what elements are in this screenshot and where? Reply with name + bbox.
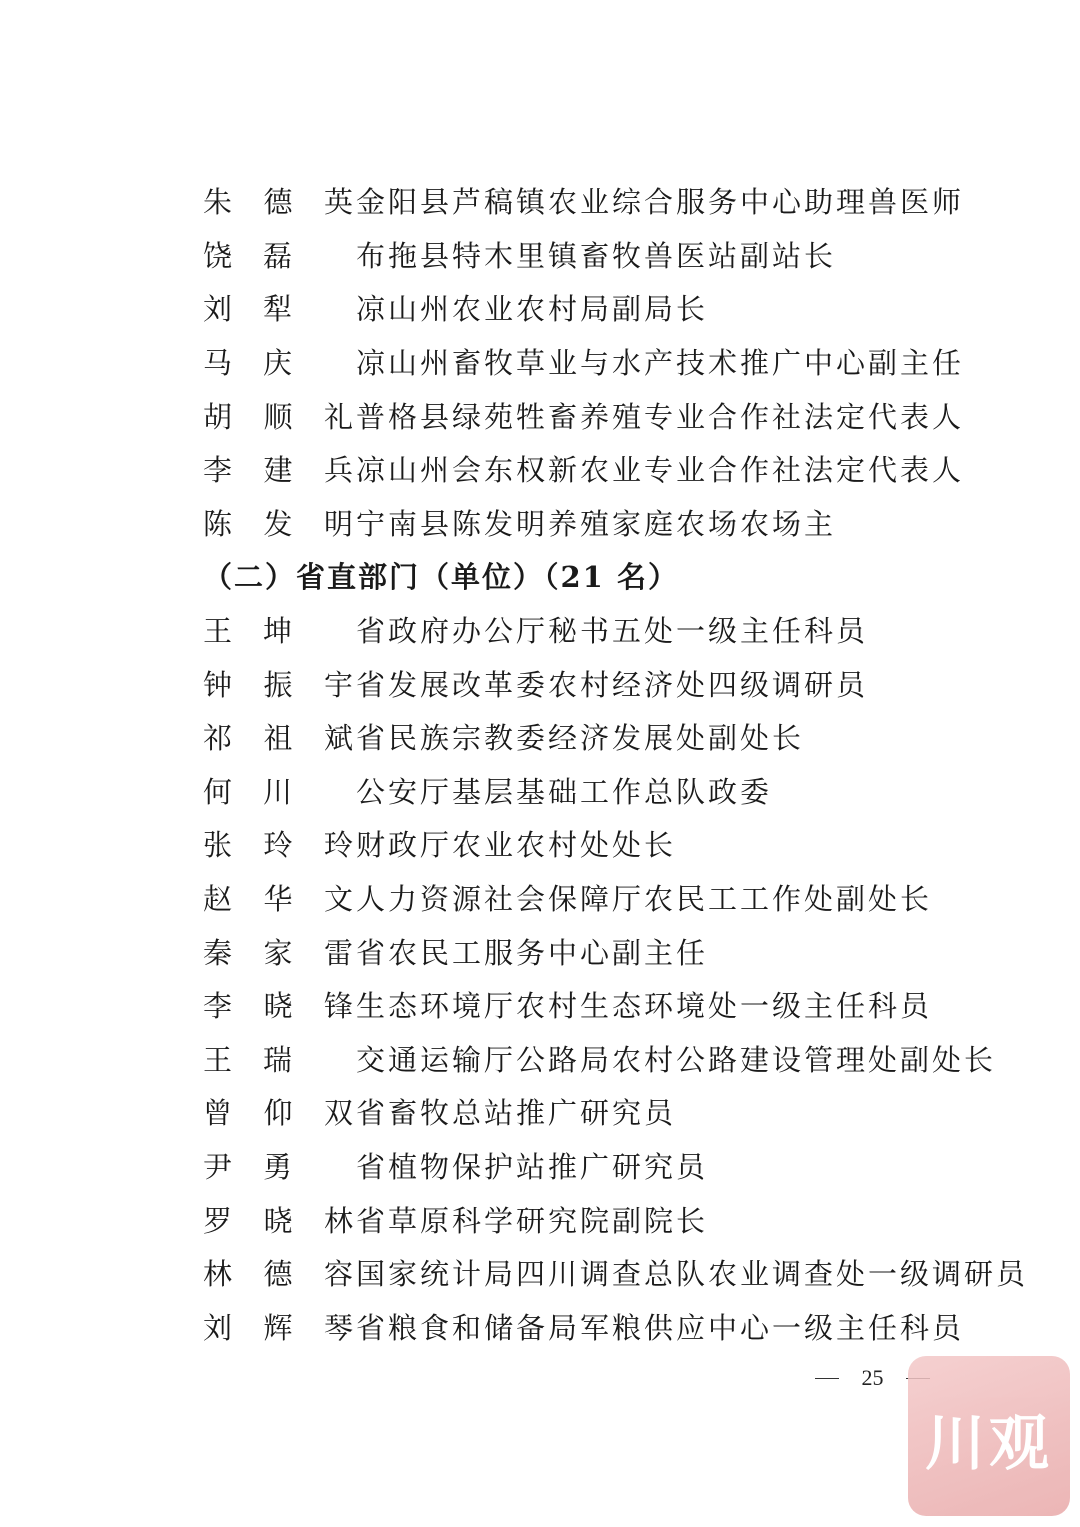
name-char: 辉 xyxy=(263,1310,296,1345)
person-name xyxy=(203,823,356,864)
person-name xyxy=(203,877,356,918)
person-title: 省发展改革委农村经济处四级调研员 xyxy=(356,667,869,702)
name-char: 罗 xyxy=(203,1203,236,1238)
person-title: 凉山州会东权新农业专业合作社法定代表人 xyxy=(356,453,965,488)
name-char: 犁 xyxy=(262,292,295,327)
list-item xyxy=(203,1139,963,1193)
name-char: 李 xyxy=(203,453,236,488)
personnel-list xyxy=(203,174,1029,1353)
list-item xyxy=(203,388,963,442)
name-char: 曾 xyxy=(203,1096,236,1131)
name-char: 王 xyxy=(203,614,236,649)
name-char: 祁 xyxy=(203,721,236,756)
name-char: 礼 xyxy=(323,399,356,434)
list-item xyxy=(203,978,963,1032)
person-title: 交通运输厅公路局农村公路建设管理处副处长 xyxy=(356,1042,997,1077)
name-char: 建 xyxy=(263,453,296,488)
person-name xyxy=(203,1252,356,1293)
name-char: 琴 xyxy=(323,1310,356,1345)
name-char: 发 xyxy=(263,506,296,541)
list-item xyxy=(203,656,963,710)
name-char: 李 xyxy=(203,989,236,1024)
watermark-logo xyxy=(908,1356,1070,1516)
name-char: 刘 xyxy=(203,1310,236,1345)
name-char: 斌 xyxy=(323,721,356,756)
name-char: 双 xyxy=(323,1096,356,1131)
name-char: 兵 xyxy=(323,453,356,488)
page-number-dash-left xyxy=(815,1378,839,1379)
name-char: 朱 xyxy=(203,185,236,220)
name-char: 顺 xyxy=(263,399,296,434)
person-name xyxy=(203,770,295,811)
person-name xyxy=(203,663,356,704)
person-title: 省农民工服务中心副主任 xyxy=(356,935,709,970)
name-char: 胡 xyxy=(203,399,236,434)
person-title: 省政府办公厅秘书五处一级主任科员 xyxy=(356,614,869,649)
list-item xyxy=(203,1085,963,1139)
name-char: 何 xyxy=(203,774,236,809)
name-char: 文 xyxy=(323,882,356,917)
watermark-text: 川观 xyxy=(925,1409,1053,1479)
name-char: 庆 xyxy=(262,346,295,381)
page-number-text: 25 xyxy=(861,1365,884,1390)
name-char: 林 xyxy=(203,1257,236,1292)
name-char: 雷 xyxy=(323,935,356,970)
name-char: 勇 xyxy=(262,1149,295,1184)
person-title: 公安厅基层基础工作总队政委 xyxy=(356,774,773,809)
list-item xyxy=(203,496,963,550)
person-title: 省植物保护站推广研究员 xyxy=(356,1149,709,1184)
person-name xyxy=(203,502,356,543)
name-char: 瑞 xyxy=(262,1042,295,1077)
name-char: 王 xyxy=(203,1042,236,1077)
name-char: 晓 xyxy=(263,989,296,1024)
name-char: 饶 xyxy=(203,238,236,273)
person-name xyxy=(203,448,356,489)
person-name xyxy=(203,716,356,757)
name-char: 仰 xyxy=(263,1096,296,1131)
list-item xyxy=(203,817,963,871)
list-item xyxy=(203,1192,963,1246)
person-title: 省民族宗教委经济发展处副处长 xyxy=(356,721,805,756)
person-title: 生态环境厅农村生态环境处一级主任科员 xyxy=(356,989,933,1024)
name-char: 宇 xyxy=(323,667,356,702)
name-char: 尹 xyxy=(203,1149,236,1184)
person-name xyxy=(203,1038,295,1079)
name-char: 祖 xyxy=(263,721,296,756)
person-title: 财政厅农业农村处处长 xyxy=(356,828,677,863)
person-title: 布拖县特木里镇畜牧兽医站副站长 xyxy=(356,238,837,273)
list-item xyxy=(203,603,963,657)
person-name xyxy=(203,234,295,275)
person-title: 宁南县陈发明养殖家庭农场农场主 xyxy=(356,506,837,541)
list-item xyxy=(203,335,963,389)
list-item xyxy=(203,1032,997,1086)
person-name xyxy=(203,341,295,382)
name-char: 家 xyxy=(263,935,296,970)
name-char: 秦 xyxy=(203,935,236,970)
person-title: 凉山州畜牧草业与水产技术推广中心副主任 xyxy=(356,346,965,381)
list-item xyxy=(203,1299,963,1353)
list-item xyxy=(203,710,963,764)
list-item xyxy=(203,174,963,228)
name-char: 德 xyxy=(263,185,296,220)
person-title: 人力资源社会保障厅农民工工作处副处长 xyxy=(356,882,933,917)
name-char: 锋 xyxy=(323,989,356,1024)
name-char: 坤 xyxy=(262,614,295,649)
name-char: 陈 xyxy=(203,506,236,541)
name-char: 容 xyxy=(323,1257,356,1292)
list-item xyxy=(203,1246,1029,1300)
person-name xyxy=(203,395,356,436)
name-char: 川 xyxy=(262,774,295,809)
person-name xyxy=(203,609,295,650)
name-char: 刘 xyxy=(203,292,236,327)
person-name xyxy=(203,180,356,221)
person-name xyxy=(203,1091,356,1132)
person-name xyxy=(203,287,295,328)
name-char: 华 xyxy=(263,882,296,917)
person-name xyxy=(203,1199,356,1240)
list-item xyxy=(203,281,963,335)
name-char: 钟 xyxy=(203,667,236,702)
name-char: 振 xyxy=(263,667,296,702)
person-title: 国家统计局四川调查总队农业调查处一级调研员 xyxy=(356,1257,1029,1292)
name-char: 晓 xyxy=(263,1203,296,1238)
name-char: 德 xyxy=(263,1257,296,1292)
name-char: 玲 xyxy=(323,828,356,863)
person-title: 金阳县芦稿镇农业综合服务中心助理兽医师 xyxy=(356,185,965,220)
list-item xyxy=(203,871,963,925)
person-title: 凉山州农业农村局副局长 xyxy=(356,292,709,327)
person-name xyxy=(203,931,356,972)
person-title: 省草原科学研究院副院长 xyxy=(356,1203,709,1238)
person-title: 省畜牧总站推广研究员 xyxy=(356,1096,677,1131)
name-char: 张 xyxy=(203,828,236,863)
name-char: 赵 xyxy=(203,882,236,917)
name-char: 英 xyxy=(323,185,356,220)
person-title: 普格县绿苑牲畜养殖专业合作社法定代表人 xyxy=(356,399,965,434)
person-title: 省粮食和储备局军粮供应中心一级主任科员 xyxy=(356,1310,965,1345)
person-name xyxy=(203,1145,295,1186)
person-name xyxy=(203,984,356,1025)
list-item xyxy=(203,442,963,496)
name-char: 明 xyxy=(323,506,356,541)
name-char: 磊 xyxy=(262,238,295,273)
name-char: 林 xyxy=(323,1203,356,1238)
list-item xyxy=(203,228,963,282)
list-item xyxy=(203,764,963,818)
person-name xyxy=(203,1306,356,1347)
section-heading: （二）省直部门（单位）（21 名） xyxy=(203,560,679,595)
name-char: 玲 xyxy=(263,828,296,863)
list-item xyxy=(203,924,963,978)
name-char: 马 xyxy=(203,346,236,381)
